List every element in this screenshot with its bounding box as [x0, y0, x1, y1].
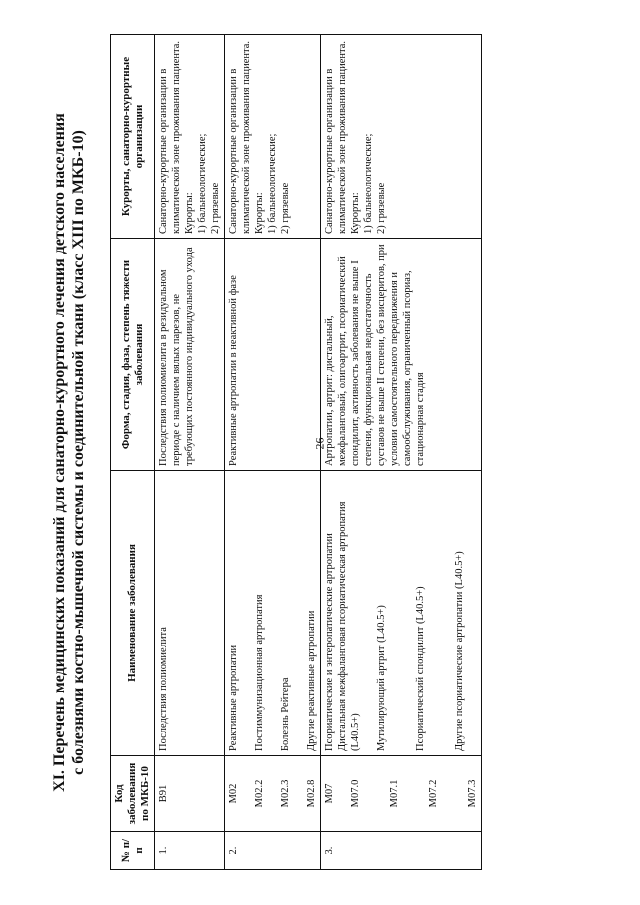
- disease-name: Последствия полиомиелита: [158, 627, 169, 751]
- code: M07.3: [467, 779, 478, 808]
- disease-name: Постиммунизационная артропатия: [254, 594, 265, 751]
- table-row: [225, 35, 321, 870]
- header-form: Форма, стадия, фаза, степень тяжести заболевания: [111, 239, 155, 471]
- resort-line: 2) грязевые: [210, 182, 221, 234]
- title-line-1: XI. Перечень медицинских показаний для санаторно-курортного лечения детского населения: [51, 113, 68, 792]
- row-codes: [321, 756, 482, 832]
- row-resorts: [321, 35, 482, 239]
- code: M07: [324, 783, 335, 804]
- row-names: [155, 471, 225, 756]
- row-names: [225, 471, 321, 756]
- disease-name: Реактивные артропатии: [228, 644, 239, 751]
- resort-line: 1) бальнеологические;: [197, 133, 208, 234]
- header-name: Наименование заболевания: [111, 471, 155, 756]
- row-names: [321, 471, 482, 756]
- header-num: № п/п: [111, 832, 155, 870]
- row-form: Реактивные артропатии в неактивной фазе: [225, 239, 321, 471]
- disease-name: Мутилирующий артрит (L40.5+): [376, 605, 387, 751]
- code: M02.3: [280, 779, 291, 808]
- header-resorts: Курорты, санаторно-курортные организации: [111, 35, 155, 239]
- resort-line: 1) бальнеологические;: [267, 133, 278, 234]
- resort-line: Санаторно-курортные организации в климатической зоне проживания пациента.: [324, 41, 348, 234]
- resort-line: Курорты:: [184, 192, 195, 234]
- title-line-2: с болезнями костно-мышечной системы и соединительной ткани (класс XIII по МКБ-10): [70, 130, 87, 775]
- resort-line: Санаторно-курортные организации в климатической зоне проживания пациента.: [228, 41, 252, 234]
- indications-table: [110, 34, 482, 870]
- row-form: Артропатии, артрит: дистальный, межфаланговый, олигоартрит, псориатический спондилит, активность заболевания не выше I степени, функциональная недостаточность суставов не выше II степени, без висцеритов, при условии самостоятельного передвижения и самообслуживания, ограниченный псориаз, стационарная стадия: [321, 239, 482, 471]
- rotated-page-content: [50, 35, 560, 870]
- row-num: 2.: [225, 832, 321, 870]
- disease-name: Псориатический спондилит (L40.5+): [415, 586, 426, 751]
- code: M07.1: [389, 779, 400, 808]
- disease-name: Болезнь Рейтера: [280, 677, 291, 751]
- code: M02.2: [254, 779, 265, 808]
- table-header-row: [111, 35, 155, 870]
- row-resorts: [225, 35, 321, 239]
- row-num: 1.: [155, 832, 225, 870]
- table-row: [155, 35, 225, 870]
- disease-name: Псориатические и энтеропатические артропатии: [324, 533, 335, 751]
- resort-line: 2) грязевые: [280, 182, 291, 234]
- code: B91: [158, 784, 169, 803]
- row-num: 3.: [321, 832, 482, 870]
- table-row: [321, 35, 482, 870]
- code: M02.8: [306, 779, 317, 808]
- row-codes: [225, 756, 321, 832]
- page-title: [50, 35, 98, 870]
- code: M02: [228, 783, 239, 804]
- page-number: 26: [312, 437, 327, 450]
- disease-name: Другие псориатические артропатии (L40.5+): [454, 551, 465, 751]
- disease-name: Другие реактивные артропатии: [306, 610, 317, 751]
- resort-line: Курорты:: [254, 192, 265, 234]
- resort-line: 1) бальнеологические;: [363, 133, 374, 234]
- row-codes: [155, 756, 225, 832]
- resort-line: Курорты:: [350, 192, 361, 234]
- row-form: Последствия полиомиелита в резидуальном периоде с наличием вялых парезов, не требующих постоянного индивидуального ухода: [155, 239, 225, 471]
- header-code: Код заболевания по МКБ-10: [111, 756, 155, 832]
- row-resorts: [155, 35, 225, 239]
- disease-name: Дистальная межфаланговая псориатическая артропатия (L40.5+): [337, 501, 361, 751]
- code: M07.2: [428, 779, 439, 808]
- resort-line: 2) грязевые: [376, 182, 387, 234]
- resort-line: Санаторно-курортные организации в климатической зоне проживания пациента.: [158, 41, 182, 234]
- code: M07.0: [350, 779, 361, 808]
